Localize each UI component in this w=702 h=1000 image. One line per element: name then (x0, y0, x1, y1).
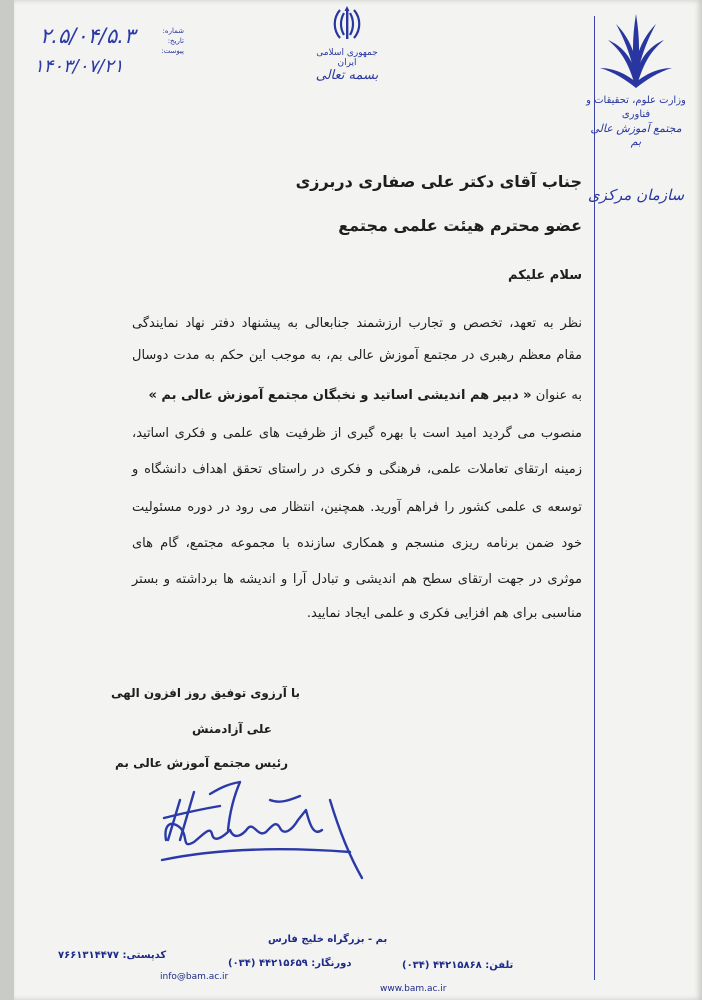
footer-email[interactable]: info@bam.ac.ir (160, 972, 229, 982)
letterhead-emblem (312, 6, 382, 83)
letter-date: ۱۴۰۳/۰۷/۲۱ (34, 56, 124, 77)
ministry-name: وزارت علوم، تحقیقات و فناوری (586, 95, 686, 120)
appointment-title: « دبیر هم اندیشی اساتید و نخبگان مجتمع آموزش عالی بم » (148, 388, 532, 403)
university-logo-icon (596, 10, 676, 90)
footer-phone: تلفن: ۴۴۲۱۵۸۶۸ (۰۳۴) (402, 960, 514, 971)
body-line-1: نظر به تعهد، تخصص و تجارب ارزشمند جنابعالی به پیشنهاد دفتر نهاد نمایندگی (132, 316, 582, 331)
letter-number: ۲.۵/۰۴/۵.۳ (40, 24, 136, 48)
iran-emblem-icon (330, 6, 364, 42)
body-line-3-prefix: به عنوان (535, 388, 582, 403)
body-line-2: مقام معظم رهبری در مجتمع آموزش عالی بم، به موجب این حکم به مدت دوسال (132, 348, 582, 363)
central-org: سازمان مرکزی (587, 186, 685, 204)
signature (150, 770, 380, 890)
footer-website[interactable]: www.bam.ac.ir (380, 984, 447, 994)
body-line-7: خود ضمن برنامه ریزی منسجم و همکاری سازنده با مجموعه مجتمع، گام های (132, 536, 582, 551)
footer-fax: دورنگار: ۴۴۲۱۵۶۵۹ (۰۳۴) (228, 958, 352, 969)
institution-name: مجتمع آموزش عالی بم (590, 122, 682, 148)
letterhead-right (586, 10, 686, 204)
body-line-3 (132, 388, 582, 403)
attachment-label: پیوست: (161, 47, 184, 55)
body-line-4: منصوب می گردید امید است با بهره گیری از ظرفیت های علمی و فکری اساتید، (132, 426, 582, 441)
body-line-6: توسعه ی علمی کشور را فراهم آورید. همچنین، انتظار می رود در دوره مسئولیت (132, 500, 582, 515)
body-line-8: موثری در جهت ارتقای سطح هم اندیشی و تبادل آرا و اندیشه ها برداشته و بستر (132, 572, 582, 587)
body-line-5: زمینه ارتقای تعاملات علمی، فرهنگی و فکری در راستای تحقق اهداف دانشگاه و (132, 462, 582, 477)
signer-name: علی آزادمنش (192, 722, 272, 736)
bismillah: بسمه تعالی (315, 68, 379, 83)
footer-postal: کدپستی: ۷۶۶۱۳۱۴۴۷۷ (58, 950, 167, 961)
body-line-9: مناسبی برای هم افزایی فکری و علمی ایجاد نمایید. (306, 606, 582, 621)
footer-address: بم - بزرگراه خلیج فارس (268, 934, 388, 945)
closing-wish: با آرزوی توفیق روز افزون الهی (111, 686, 300, 700)
date-label: تاریخ: (167, 37, 184, 45)
republic-name: جمهوری اسلامی ایران (316, 48, 378, 68)
recipient-title: عضو محترم هیئت علمی مجتمع (338, 216, 582, 235)
greeting: سلام علیکم (508, 268, 582, 283)
number-label: شماره: (162, 27, 184, 35)
signer-title: رئیس مجتمع آموزش عالی بم (114, 756, 288, 770)
recipient-name: جناب آقای دکتر علی صفاری دربرزی (295, 172, 582, 191)
